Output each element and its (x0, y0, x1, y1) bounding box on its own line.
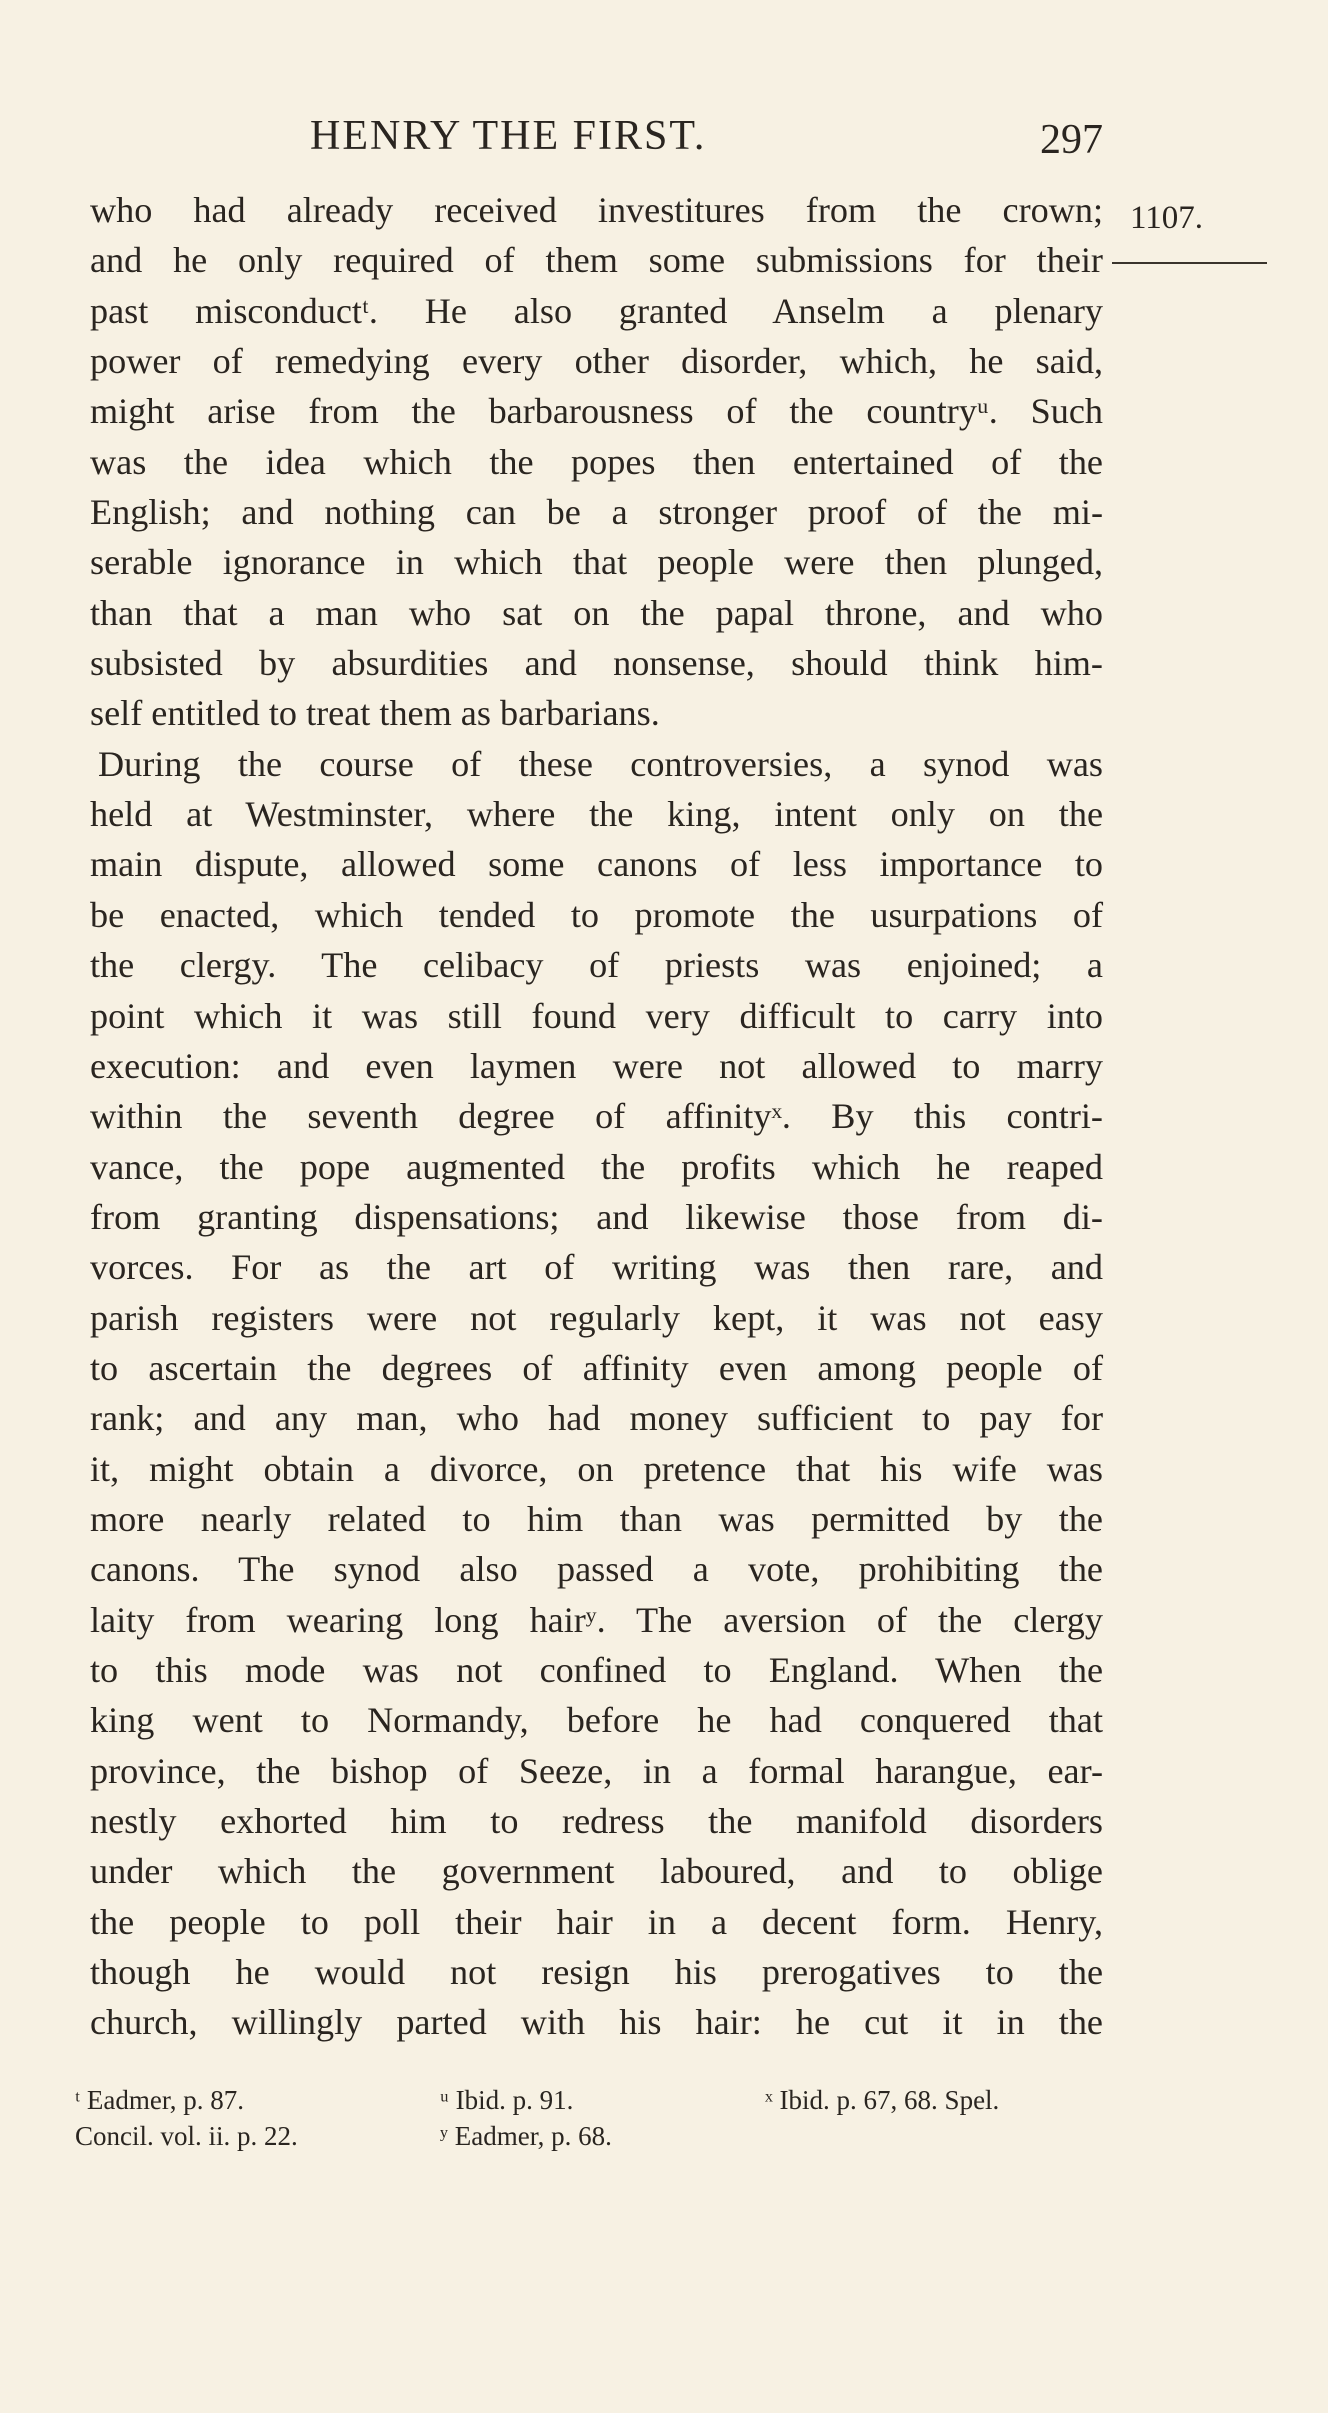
footnotes (75, 2082, 1105, 2154)
text-line: king went to Normandy, before he had conquered that (90, 1700, 1103, 1741)
text-line: rank; and any man, who had money sufficient to pay for (90, 1398, 1103, 1439)
running-head (300, 112, 1103, 172)
text-line: to ascertain the degrees of affinity even among people of (90, 1347, 1103, 1388)
text-line: vorces. For as the art of writing was then rare, and (90, 1247, 1103, 1288)
text-line: canons. The synod also passed a vote, prohibiting the (90, 1549, 1103, 1590)
text-line: held at Westminster, where the king, intent only on the (90, 794, 1103, 835)
text-line: subsisted by absurdities and nonsense, should think him- (90, 643, 1103, 684)
body-text (90, 185, 1103, 2048)
text-line: execution: and even laymen were not allowed to marry (90, 1045, 1103, 1086)
chapter-title: HENRY THE FIRST. (310, 113, 707, 159)
text-line: to this mode was not confined to England. When the (90, 1649, 1103, 1690)
footnote-y: ʸ Eadmer, p. 68. (440, 2121, 612, 2151)
text-line: church, willingly parted with his hair: he cut it in the (90, 2002, 1103, 2043)
text-line: parish registers were not regularly kept, it was not easy (90, 1297, 1103, 1338)
footnote-u: ᵘ Ibid. p. 91. (440, 2085, 574, 2115)
text-line: might arise from the barbarousness of the countryᵘ. Such (90, 391, 1103, 432)
text-line: be enacted, which tended to promote the usurpations of (90, 894, 1103, 935)
text-line: power of remedying every other disorder, which, he said, (90, 341, 1103, 382)
footnote-t: ᵗ Eadmer, p. 87. (75, 2085, 245, 2115)
text-line: province, the bishop of Seeze, in a formal harangue, ear- (90, 1750, 1103, 1791)
margin-year-note: 1107. (1130, 200, 1204, 236)
text-line: laity from wearing long hairʸ. The aversion of the clergy (90, 1599, 1103, 1640)
text-line: though he would not resign his prerogatives to the (90, 1952, 1103, 1993)
text-line: serable ignorance in which that people were then plunged, (90, 542, 1103, 583)
text-line: During the course of these controversies, a synod was (98, 743, 1103, 784)
text-line: than that a man who sat on the papal throne, and who (90, 592, 1103, 633)
text-line: it, might obtain a divorce, on pretence that his wife was (90, 1448, 1103, 1489)
footnote-x-continued: Concil. vol. ii. p. 22. (75, 2121, 298, 2151)
text-line: the people to poll their hair in a decent form. Henry, (90, 1901, 1103, 1942)
text-line: point which it was still found very difficult to carry into (90, 995, 1103, 1036)
margin-rule (1112, 262, 1267, 264)
text-line: main dispute, allowed some canons of less importance to (90, 844, 1103, 885)
text-line: past misconductᵗ. He also granted Anselm a plenary (90, 290, 1103, 331)
text-line: who had already received investitures from the crown; (90, 190, 1103, 230)
text-line: self entitled to treat them as barbarians. (90, 693, 660, 734)
text-line: nestly exhorted him to redress the manifold disorders (90, 1801, 1103, 1841)
text-line: from granting dispensations; and likewise those from di- (90, 1196, 1103, 1237)
page-number: 297 (1040, 117, 1103, 163)
text-line: vance, the pope augmented the profits which he reaped (90, 1146, 1103, 1187)
text-line: more nearly related to him than was permitted by the (90, 1498, 1103, 1539)
text-line: English; and nothing can be a stronger proof of the mi- (90, 492, 1103, 533)
text-line: within the seventh degree of affinityˣ. By this contri- (90, 1096, 1103, 1137)
text-line: the clergy. The celibacy of priests was enjoined; a (90, 945, 1103, 986)
footnote-x: ˣ Ibid. p. 67, 68. Spel. (765, 2085, 1000, 2115)
text-line: and he only required of them some submissions for their (90, 240, 1103, 281)
text-line: under which the government laboured, and to oblige (90, 1851, 1103, 1892)
text-line: was the idea which the popes then entertained of the (90, 441, 1103, 482)
